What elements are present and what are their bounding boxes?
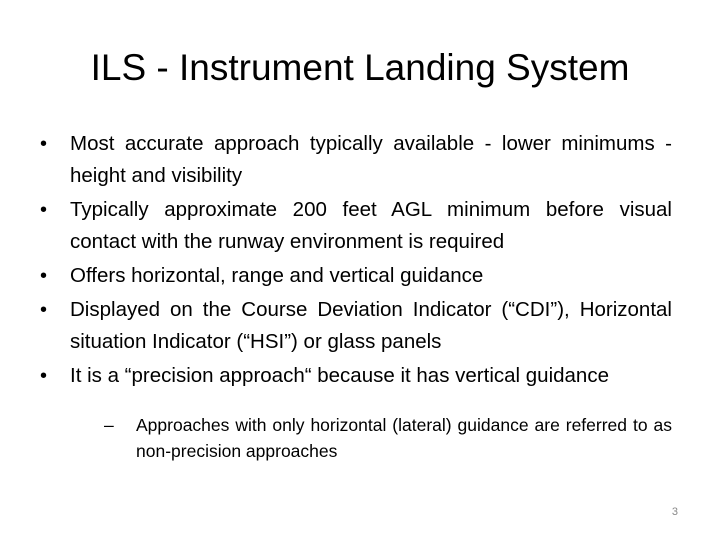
bullet-text: Typically approximate 200 feet AGL minimum before visual contact with the runway environment is required bbox=[70, 198, 672, 253]
bullet-item bbox=[36, 260, 672, 292]
subbullet-text: Approaches with only horizontal (lateral) guidance are referred to as non-precision approaches bbox=[136, 415, 672, 461]
slide-title: ILS - Instrument Landing System bbox=[90, 47, 630, 88]
subbullet-item bbox=[104, 412, 672, 464]
bullet-text: Offers horizontal, range and vertical guidance bbox=[70, 264, 484, 287]
bullet-dot-icon: • bbox=[40, 133, 48, 155]
bullet-list bbox=[36, 128, 672, 466]
bullet-text: Most accurate approach typically available - lower minimums - height and visibility bbox=[70, 132, 672, 187]
bullet-dot-icon: • bbox=[40, 199, 48, 221]
bullet-item bbox=[36, 360, 672, 464]
bullet-dot-icon: • bbox=[40, 265, 48, 287]
dash-icon: – bbox=[104, 415, 114, 435]
bullet-dot-icon: • bbox=[40, 365, 48, 387]
bullet-item bbox=[36, 294, 672, 358]
bullet-item bbox=[36, 128, 672, 192]
bullet-text: It is a “precision approach“ because it has vertical guidance bbox=[70, 364, 609, 387]
bullet-dot-icon: • bbox=[40, 299, 48, 321]
bullet-text: Displayed on the Course Deviation Indicator (“CDI”), Horizontal situation Indicator (“HSI”) or glass panels bbox=[70, 298, 672, 353]
page-number: 3 bbox=[671, 506, 678, 518]
bullet-item bbox=[36, 194, 672, 258]
subbullet-list bbox=[70, 412, 672, 464]
